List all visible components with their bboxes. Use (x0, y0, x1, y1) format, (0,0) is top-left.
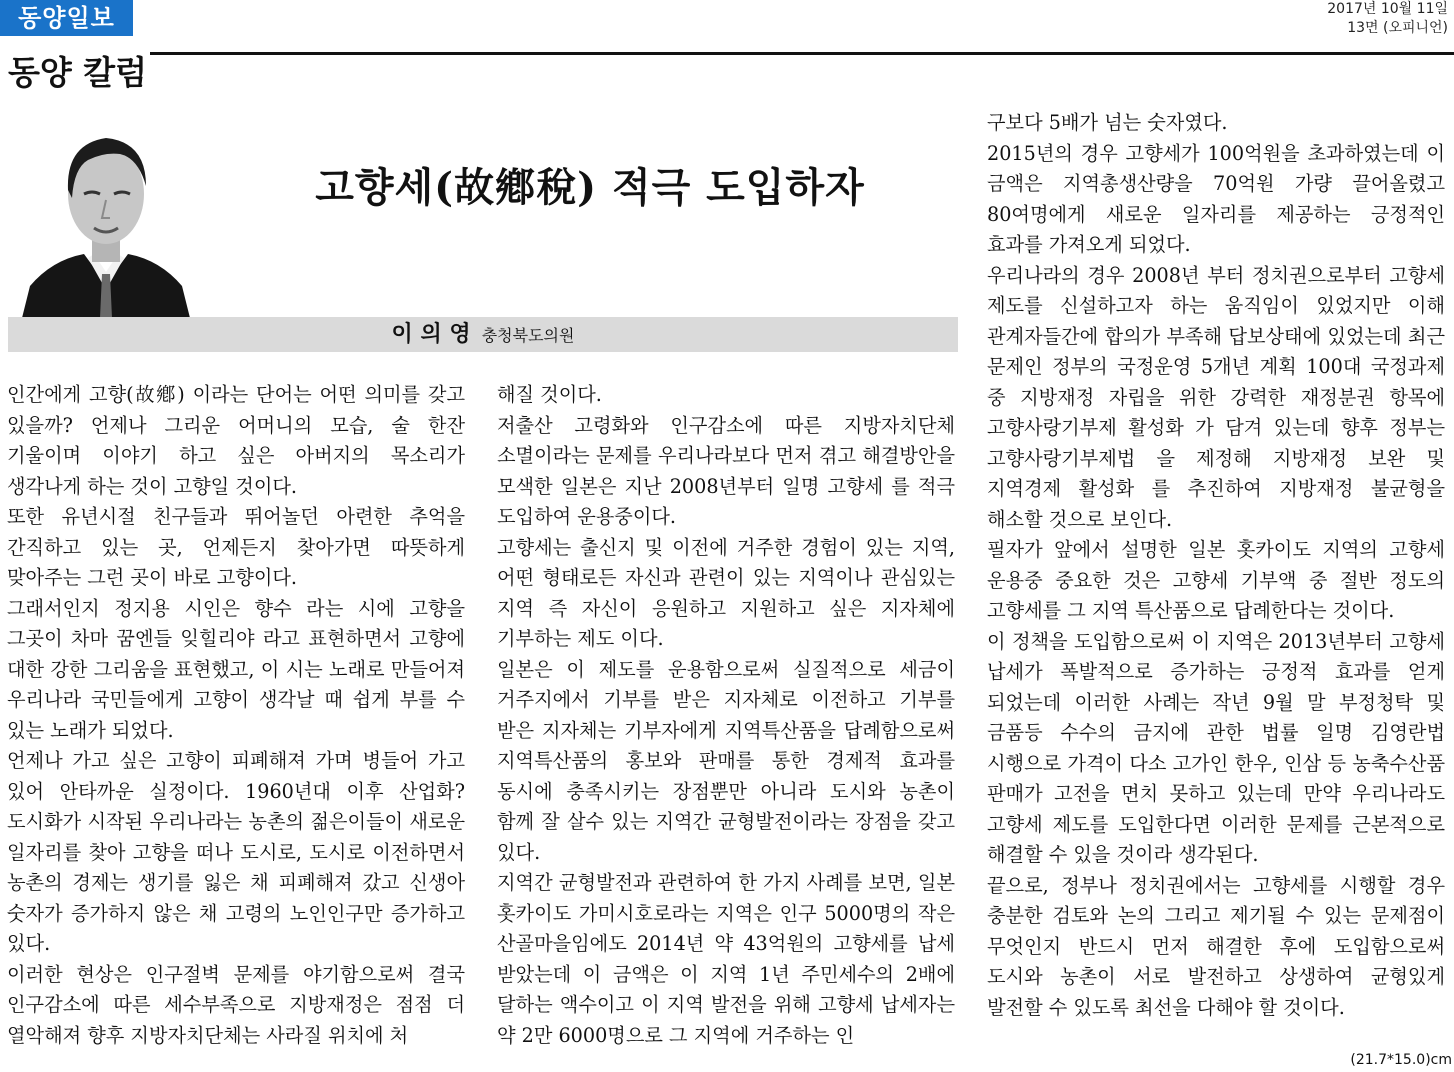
article-column-2: 해질 것이다. 저출산 고령화와 인구감소에 따른 지방자치단체 소멸이라는 문제를 우리나라보다 먼저 겪고 해결방안을 모색한 일본은 지난 2008년부터 일명 고향세 를 적극 도입하여 운용중이다. 고향세는 출신지 및 이전에 거주한 경험이 있는 지역, 어떤 형태로든 자신과 관련이 있는 지역이나 관심있는 지역 즉 자신이 응원하고 지원하고 싶은 지자체에 기부하는 제도 이다. 일본은 이 제도를 운용함으로써 실질적으로 세금이 거주지에서 기부를 받은 지자체로 이전하고 기부를 받은 지자체는 기부자에게 지역특산품을 답례함으로써 지역특산품의 홍보와 판매를 통한 경제적 효과를 동시에 충족시키는 장점뿐만 아니라 도시와 농촌이 함께 잘 살수 있는 지역간 균형발전이라는 장점을 갖고 있다. 지역간 균형발전과 관련하여 한 가지 사례를 보면, 일본 홋카이도 가미시호로라는 지역은 인구 5000명의 작은 산골마을임에도 2014년 약 43억원의 고향세를 납세 받았는데 이 금액은 이 지역 1년 주민세수의 2배에 달하는 액수이고 이 지역 발전을 위해 고향세 납세자는 약 2만 6000명으로 그 지역에 거주하는 인 (497, 383, 955, 1047)
print-size-note: (21.7*15.0)cm (1350, 1052, 1452, 1068)
issue-meta (1327, 0, 1448, 38)
author-portrait (22, 108, 190, 318)
newspaper-logo: 동양일보 (0, 0, 133, 36)
issue-date: 2017년 10월 11일 (1327, 1, 1448, 17)
author-name: 이 의 영 (391, 322, 471, 347)
article-column-1: 인간에게 고향(故鄕) 이라는 단어는 어떤 의미를 갖고 있을까? 언제나 그리운 어머니의 모습, 술 한잔 기울이며 이야기 하고 싶은 아버지의 목소리가 생각나게 하는 것이 고향일 것이다. 또한 유년시절 친구들과 뛰어놀던 아련한 추억을 간직하고 있는 곳, 언제든지 찾아가면 따뜻하게 맞아주는 그런 곳이 바로 고향이다. 그래서인지 정지용 시인은 향수 라는 시에 고향을 그곳이 차마 꿈엔들 잊힐리야 라고 표현하면서 고향에 대한 강한 그리움을 표현했고, 이 시는 노래로 만들어져 우리나라 국민들에게 고향이 생각날 때 쉽게 부를 수 있는 노래가 되었다. 언제나 가고 싶은 고향이 피폐해져 가며 병들어 가고 있어 안타까운 실정이다. 1960년대 이후 산업화?도시화가 시작된 우리나라는 농촌의 젊은이들이 새로운 일자리를 찾아 고향을 떠나 도시로, 도시로 이전하면서 농촌의 경제는 생기를 잃은 채 피폐해져 갔고 신생아 숫자가 증가하지 않은 채 고령의 노인인구만 증가하고 있다. 이러한 현상은 인구절벽 문제를 야기함으로써 결국 인구감소에 따른 세수부족으로 지방재정은 점점 더 열악해져 향후 지방자치단체는 사라질 위치에 처 (7, 383, 465, 1047)
section-title: 동양 칼럼 (8, 53, 148, 92)
article-column-3: 구보다 5배가 넘는 숫자였다. 2015년의 경우 고향세가 100억원을 초과하였는데 이 금액은 지역총생산량을 70억원 가량 끌어올렸고 80여명에게 새로운 일자리를 제공하는 긍정적인 효과를 가져오게 되었다. 우리나라의 경우 2008년 부터 정치권으로부터 고향세 제도를 신설하고자 하는 움직임이 있었지만 이해 관계자들간에 합의가 부족해 답보상태에 있었는데 최근 문제인 정부의 국정운영 5개년 계획 100대 국정과제 중 지방재정 자립을 위한 강력한 재정분권 항목에 고향사랑기부제 활성화 가 담겨 있는데 향후 정부는 고향사랑기부제법 을 제정해 지방재정 보완 및 지역경제 활성화 를 추진하여 지방재정 불균형을 해소할 것으로 보인다. 필자가 앞에서 설명한 일본 홋카이도 지역의 고향세 운용중 중요한 것은 고향세 기부액 중 절반 정도의 고향세를 그 지역 특산품으로 답례한다는 것이다. 이 정책을 도입함으로써 이 지역은 2013년부터 고향세 납세가 폭발적으로 증가하는 긍정적 효과를 얻게 되었는데 이러한 사례는 작년 9월 말 부정청탁 및 금품등 수수의 금지에 관한 법률 일명 김영란법 시행으로 가격이 다소 고가인 한우, 인삼 등 농축수산품 판매가 고전을 면치 못하고 있는데 만약 우리나라도 고향세 제도를 도입한다면 이러한 문제를 근본적으로 해결할 수 있을 것이라 생각된다. 끝으로, 정부나 정치권에서는 고향세를 시행할 경우 충분한 검토와 논의 그리고 제기될 수 있는 문제점이 무엇인지 반드시 먼저 해결한 후에 도입함으로써 도시와 농촌이 서로 발전하고 상생하여 균형있게 발전할 수 있도록 최선을 다해야 할 것이다. (987, 111, 1445, 1019)
page-info: 13면 (오피니언) (1347, 20, 1448, 36)
byline-bar (8, 317, 958, 352)
article-headline: 고향세(故鄕稅) 적극 도입하자 (315, 164, 865, 211)
header-rule (150, 52, 1454, 55)
author-role: 충청북도의원 (481, 326, 575, 345)
